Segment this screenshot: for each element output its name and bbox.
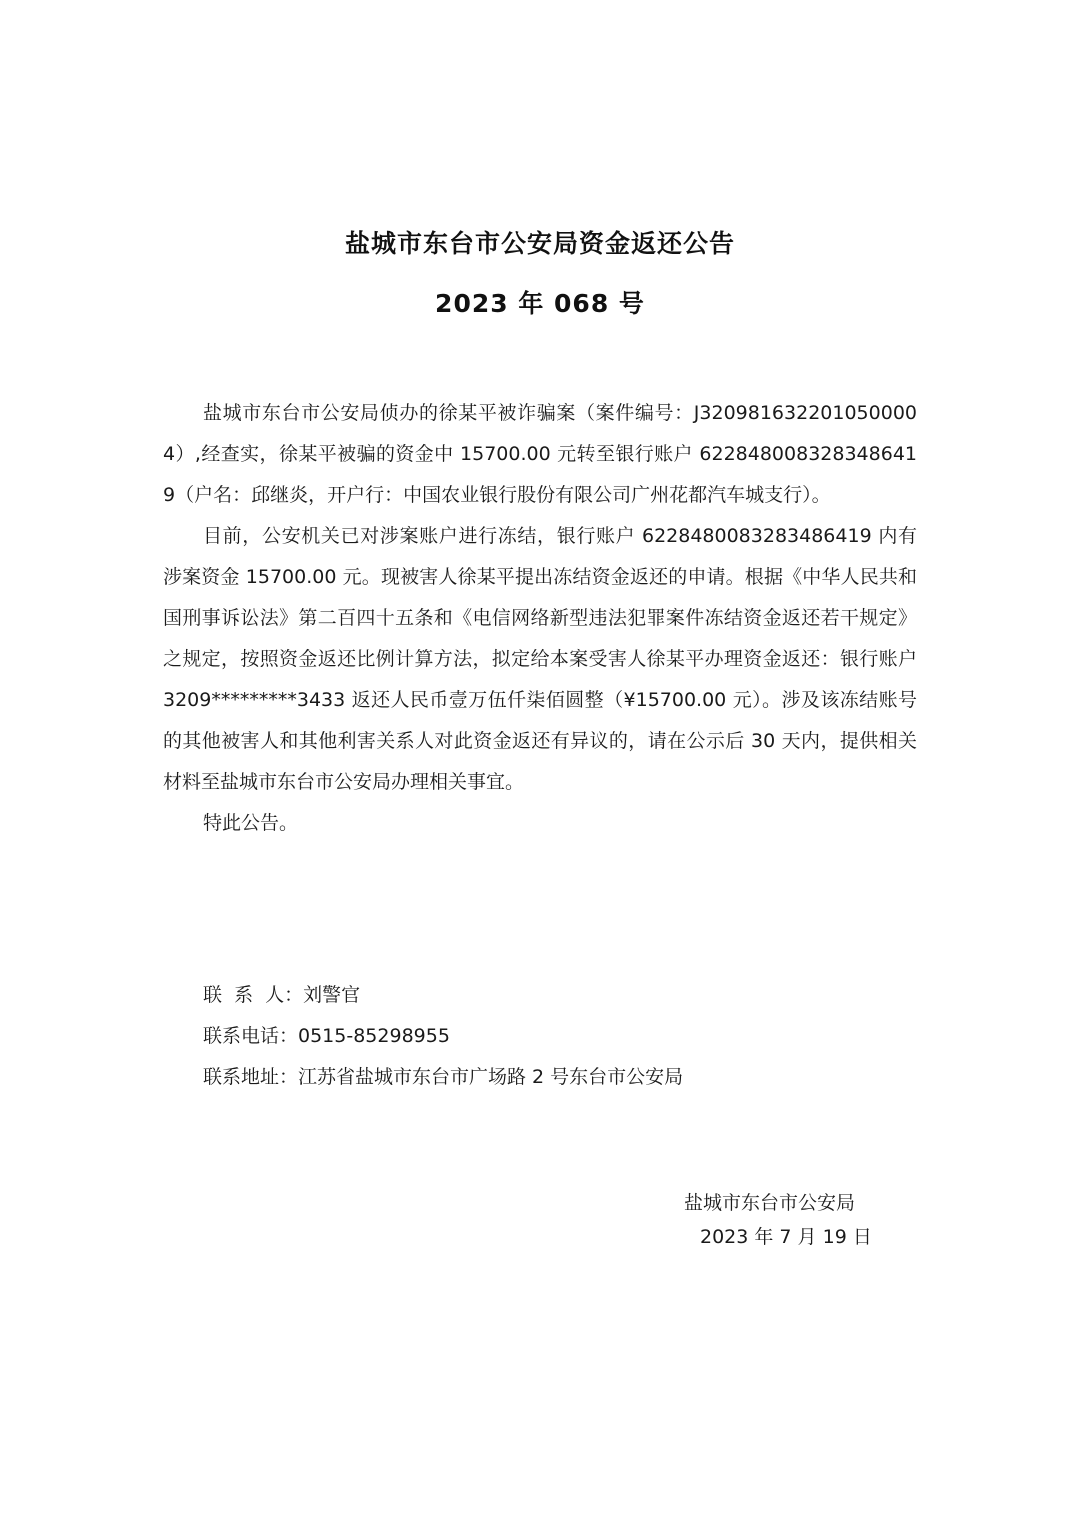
contact-block [203,975,683,1098]
signature-date: 2023 年 7 月 19 日 [700,1226,872,1248]
paragraph-closing: 特此公告。 [203,812,299,834]
paragraph-refund-decision: 目前，公安机关已对涉案账户进行冻结，银行账户 6228480083283486419 内有涉案资金 15700.00 元。现被害人徐某平提出冻结资金返还的申请。根据《中华人民共和国刑事诉讼法》第二百四十五条和《电信网络新型违法犯罪案件冻结资金返还若干规定》之规定，按照资金返还比例计算方法，拟定给本案受害人徐某平办理资金返还：银行账户 3209*********3433 返还人民币壹万伍仟柒佰圆整（¥15700.00 元）。涉及该冻结账号的其他被害人和其他利害关系人对此资金返还有异议的，请在公示后 30 天内，提供相关材料至盐城市东台市公安局办理相关事宜。 [163,525,917,793]
notice-title: 盐城市东台市公安局资金返还公告 [344,229,735,258]
notice-body [163,393,917,844]
contact-address: 联系地址：江苏省盐城市东台市广场路 2 号东台市公安局 [203,1066,684,1088]
contact-person: 联 系 人：刘警官 [203,984,361,1006]
signature-org: 盐城市东台市公安局 [684,1192,856,1214]
paragraph-case-details: 盐城市东台市公安局侦办的徐某平被诈骗案（案件编号：J3209816322010500004）,经查实，徐某平被骗的资金中 15700.00 元转至银行账户 6228480083283486419（户名：邱继炎，开户行：中国农业银行股份有限公司广州花都汽车城支行）。 [163,402,917,506]
contact-phone: 联系电话：0515-85298955 [203,1025,450,1047]
notice-number: 2023 年 068 号 [435,289,645,318]
